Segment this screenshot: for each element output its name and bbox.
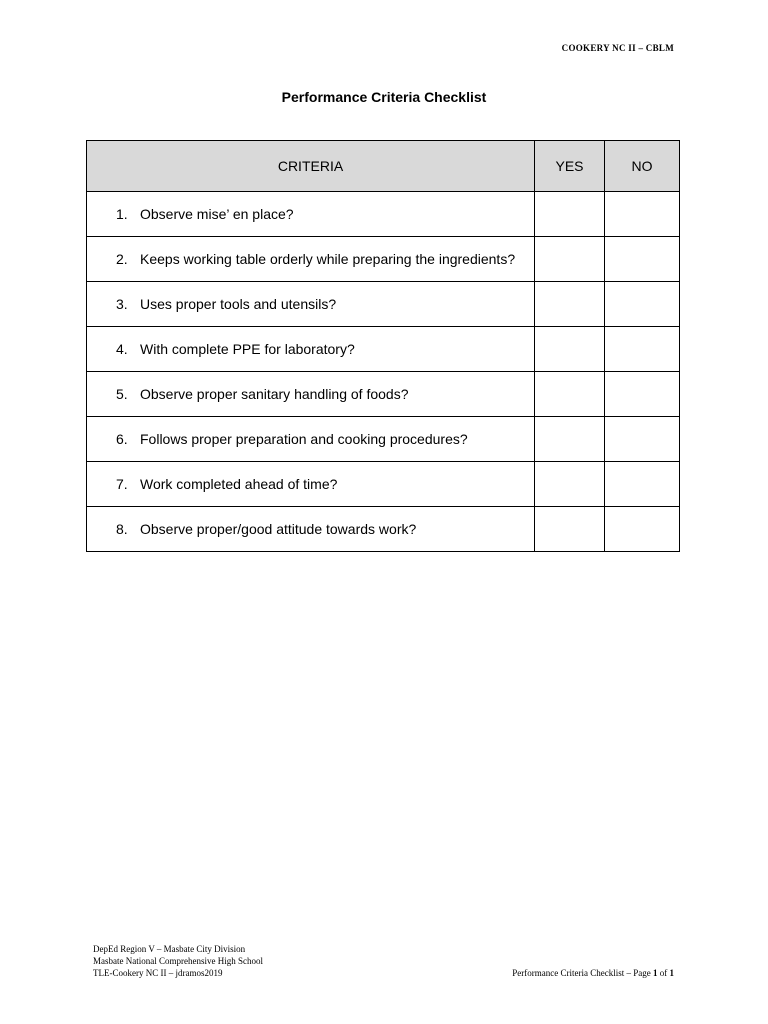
page-title: Performance Criteria Checklist — [281, 89, 487, 105]
table-row — [87, 192, 680, 237]
yes-checkbox-cell[interactable] — [535, 462, 605, 507]
yes-checkbox-cell[interactable] — [535, 417, 605, 462]
table-row — [87, 372, 680, 417]
criteria-text: With complete PPE for laboratory? — [140, 340, 355, 357]
criteria-text: Work completed ahead of time? — [140, 475, 338, 492]
table-header-row — [87, 141, 680, 192]
footer-page-of: of — [657, 968, 670, 978]
footer-school-line: Masbate National Comprehensive High School — [93, 956, 263, 966]
no-checkbox-cell[interactable] — [605, 462, 680, 507]
criteria-cell — [87, 462, 535, 507]
footer-page-total: 1 — [669, 968, 674, 978]
footer-course-line: TLE-Cookery NC II – jdramos2019 — [93, 968, 223, 978]
criteria-column-header: CRITERIA — [87, 141, 535, 192]
table-row — [87, 417, 680, 462]
table-row — [87, 237, 680, 282]
yes-column-header: YES — [535, 141, 605, 192]
criteria-cell — [87, 417, 535, 462]
no-checkbox-cell[interactable] — [605, 192, 680, 237]
criteria-cell — [87, 507, 535, 552]
criteria-cell — [87, 372, 535, 417]
table-row — [87, 462, 680, 507]
no-checkbox-cell[interactable] — [605, 417, 680, 462]
table-row — [87, 327, 680, 372]
criteria-cell — [87, 327, 535, 372]
criteria-text: Observe proper/good attitude towards work? — [140, 520, 417, 537]
no-checkbox-cell[interactable] — [605, 327, 680, 372]
criteria-cell — [87, 237, 535, 282]
criteria-text: Uses proper tools and utensils? — [140, 295, 337, 312]
criteria-number: 3. — [116, 295, 128, 312]
criteria-text: Keeps working table orderly while preparing the ingredients? — [140, 250, 516, 267]
criteria-text: Observe proper sanitary handling of foods? — [140, 385, 409, 402]
criteria-number: 8. — [116, 520, 128, 537]
table-row — [87, 507, 680, 552]
criteria-number: 4. — [116, 340, 128, 357]
yes-checkbox-cell[interactable] — [535, 507, 605, 552]
no-checkbox-cell[interactable] — [605, 507, 680, 552]
footer-left — [93, 943, 263, 979]
criteria-cell — [87, 192, 535, 237]
footer-page-current: 1 — [653, 968, 658, 978]
no-checkbox-cell[interactable] — [605, 282, 680, 327]
no-column-header: NO — [605, 141, 680, 192]
yes-checkbox-cell[interactable] — [535, 282, 605, 327]
criteria-text: Follows proper preparation and cooking procedures? — [140, 430, 468, 447]
footer-page-prefix: Performance Criteria Checklist – Page — [512, 968, 653, 978]
criteria-cell — [87, 282, 535, 327]
yes-checkbox-cell[interactable] — [535, 237, 605, 282]
yes-checkbox-cell[interactable] — [535, 372, 605, 417]
footer-page-info — [512, 967, 674, 979]
criteria-number: 5. — [116, 385, 128, 402]
criteria-text: Observe mise’ en place? — [140, 205, 294, 222]
table-row — [87, 282, 680, 327]
criteria-checklist-table — [86, 140, 680, 552]
criteria-number: 1. — [116, 205, 128, 222]
criteria-number: 7. — [116, 475, 128, 492]
footer-region-line: DepEd Region V – Masbate City Division — [93, 944, 246, 954]
no-checkbox-cell[interactable] — [605, 372, 680, 417]
yes-checkbox-cell[interactable] — [535, 192, 605, 237]
no-checkbox-cell[interactable] — [605, 237, 680, 282]
yes-checkbox-cell[interactable] — [535, 327, 605, 372]
criteria-number: 6. — [116, 430, 128, 447]
criteria-number: 2. — [116, 250, 128, 267]
document-header-tag: COOKERY NC II – CBLM — [561, 43, 674, 53]
